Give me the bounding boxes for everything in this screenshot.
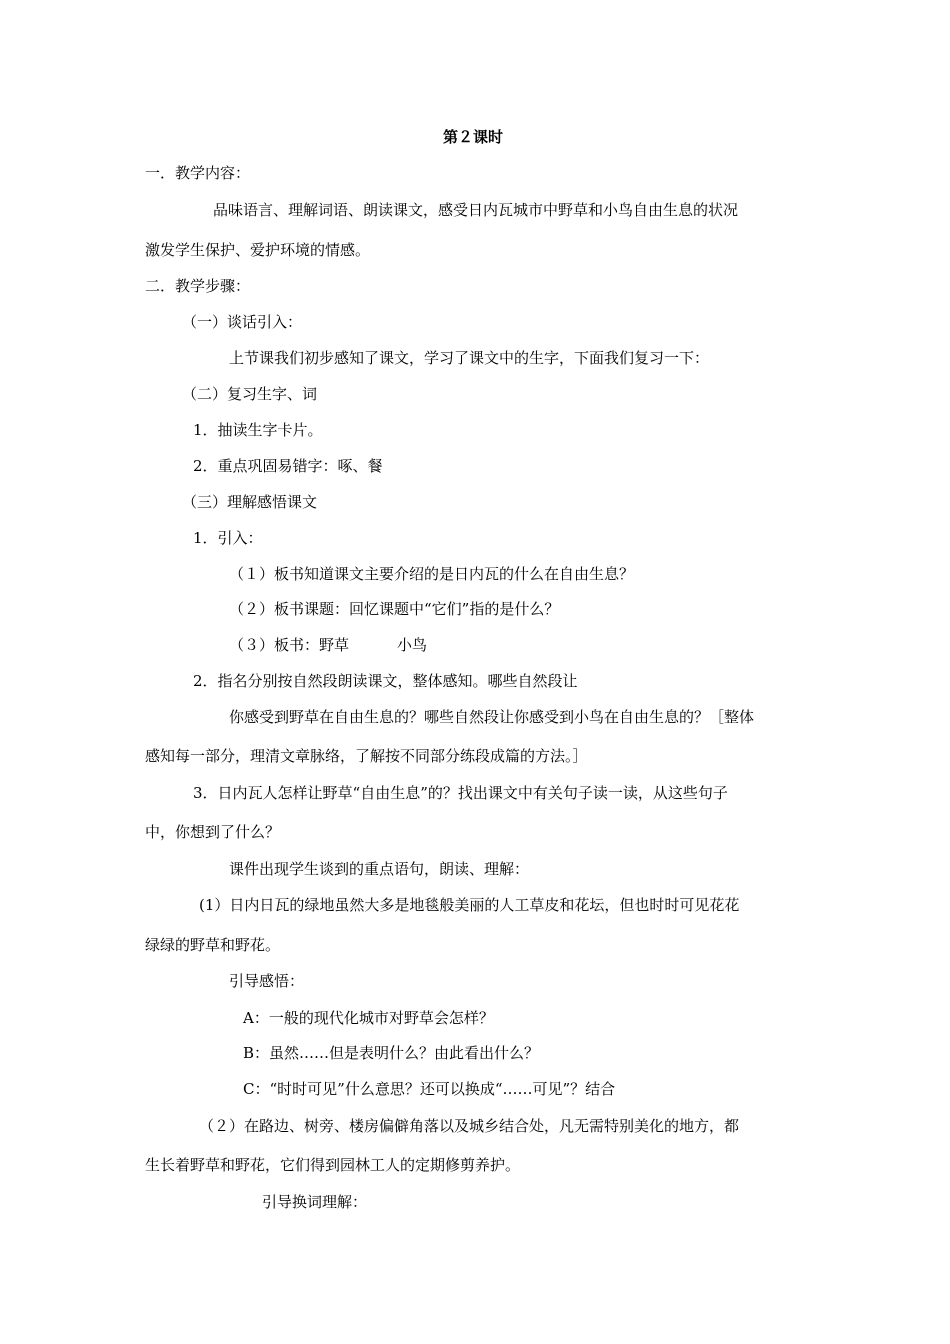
quote-line: 生长着野草和野花，它们得到园林工人的定期修剪养护。 [145, 1156, 521, 1174]
quote-line: 绿绿的野草和野花。 [145, 936, 281, 954]
section-heading: 一．教学内容： [145, 164, 251, 182]
guide-label: 引导感悟： [229, 972, 305, 990]
question-item: B：虽然……但是表明什么？由此看出什么？ [243, 1044, 540, 1062]
sub-item: （２）板书课题：回忆课题中“它们”指的是什么？ [229, 600, 560, 618]
question-item: A：一般的现代化城市对野草会怎样？ [243, 1009, 494, 1027]
sub-item [229, 635, 427, 655]
subsection-heading: （三）理解感悟课文 [182, 493, 318, 511]
paragraph-line: 你感受到野草在自由生息的？哪些自然段让你感受到小鸟在自由生息的？［整体 [229, 708, 755, 726]
sub-item-part: 小鸟 [397, 636, 428, 654]
paragraph-line: 中，你想到了什么？ [145, 823, 281, 841]
list-item: 2．指名分别按自然段朗读课文，整体感知。哪些自然段让 [193, 672, 578, 690]
paragraph-line: 课件出现学生谈到的重点语句，朗读、理解： [229, 860, 530, 878]
subsection-heading: （一）谈话引入： [182, 313, 303, 331]
list-item: 1．引入： [193, 529, 263, 547]
quote-line: （２）在路边、树旁、楼房偏僻角落以及城乡结合处，凡无需特别美化的地方，都 [199, 1117, 740, 1135]
question-item: C：“时时可见”什么意思？还可以换成“……可见”？结合 [243, 1080, 616, 1098]
list-item: 3．日内瓦人怎样让野草“自由生息”的？找出课文中有关句子读一读，从这些句子 [193, 784, 728, 802]
section-heading: 二．教学步骤： [145, 277, 251, 295]
paragraph-line: 上节课我们初步感知了课文，学习了课文中的生字，下面我们复习一下： [229, 349, 710, 367]
list-item: 1．抽读生字卡片。 [193, 421, 323, 439]
sub-item-part: （３）板书：野草 [229, 636, 350, 654]
paragraph-line: 激发学生保护、爱护环境的情感。 [145, 241, 371, 259]
paragraph-line: 品味语言、理解词语、朗读课文，感受日内瓦城市中野草和小鸟自由生息的状况 [213, 201, 739, 219]
subsection-heading: （二）复习生字、词 [182, 385, 318, 403]
list-item: 2．重点巩固易错字：啄、餐 [193, 457, 383, 475]
quote-line: (1）日内日瓦的绿地虽然大多是地毯般美丽的人工草皮和花坛，但也时时可见花花 [199, 896, 740, 914]
page-title: 第２课时 [443, 128, 504, 146]
paragraph-line: 感知每一部分，理清文章脉络，了解按不同部分练段成篇的方法。］ [145, 747, 588, 765]
sub-item: （１）板书知道课文主要介绍的是日内瓦的什么在自由生息？ [229, 565, 635, 583]
guide-label: 引导换词理解： [262, 1193, 368, 1211]
